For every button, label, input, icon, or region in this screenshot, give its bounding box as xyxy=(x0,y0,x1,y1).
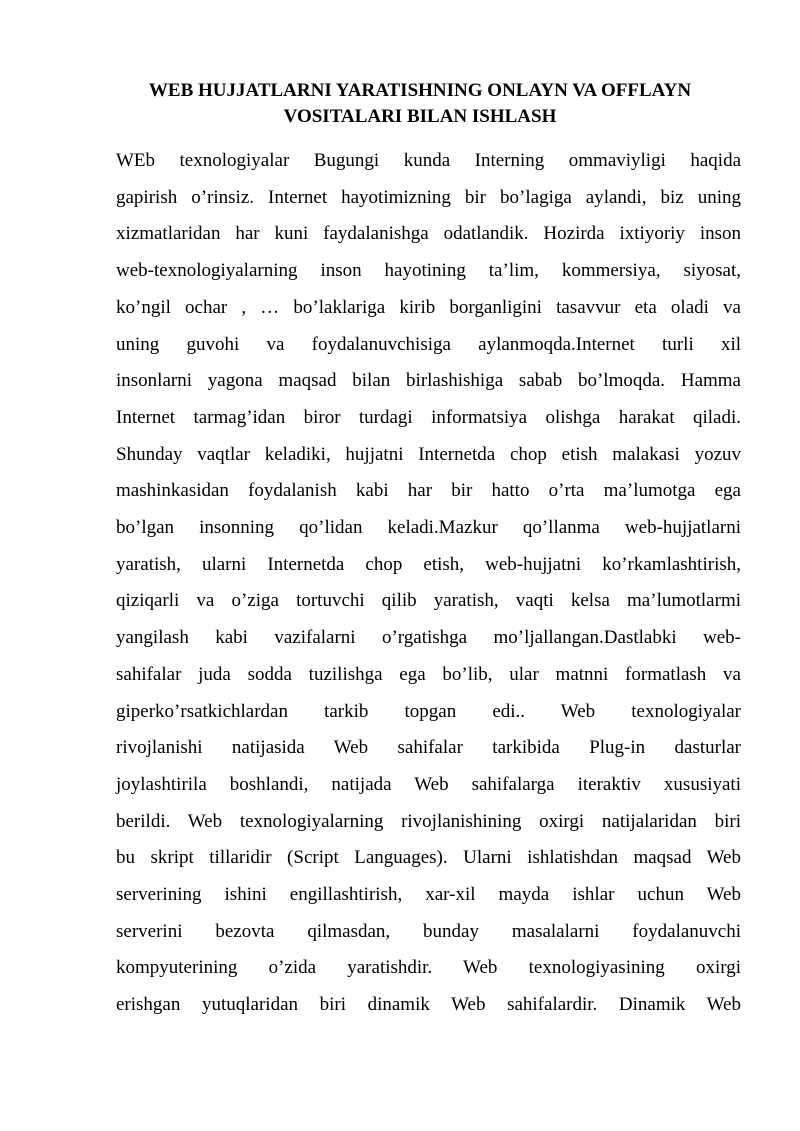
text-line: Internet tarmag’idan biror turdagi informatsiya olishga harakat qiladi. xyxy=(116,406,741,428)
text-line: Shunday vaqtlar keladiki, hujjatni Internetda chop etish malakasi yozuv xyxy=(116,443,741,465)
text-line: bo’lgan insonning qo’lidan keladi.Mazkur qo’llanma web-hujjatlarni xyxy=(116,517,741,539)
text-line: giperko’rsatkichlardan tarkib topgan edi.. Web texnologiyalar xyxy=(116,700,741,722)
text-line: qiziqarli va o’ziga tortuvchi qilib yaratish, vaqti kelsa ma’lumotlarmi xyxy=(116,590,741,612)
text-line: uning guvohi va foydalanuvchisiga aylanmoqda.Internet turli xil xyxy=(116,333,741,355)
text-line: yaratish, ularni Internetda chop etish, web-hujjatni ko’rkamlashtirish, xyxy=(116,553,741,575)
text-line: insonlarni yagona maqsad bilan birlashishiga sabab bo’lmoqda. Hamma xyxy=(116,370,741,392)
text-line: bu skript tillaridir (Script Languages). Ularni ishlatishdan maqsad Web xyxy=(116,847,741,869)
text-line: joylashtirila boshlandi, natijada Web sahifalarga iteraktiv xususiyati xyxy=(116,773,741,795)
text-line: web-texnologiyalarning inson hayotining ta’lim, kommersiya, siyosat, xyxy=(116,260,741,282)
text-line: sahifalar juda sodda tuzilishga ega bo’lib, ular matnni formatlash va xyxy=(116,663,741,685)
text-line: berildi. Web texnologiyalarning rivojlanishining oxirgi natijalaridan biri xyxy=(116,810,741,832)
text-line: erishgan yutuqlaridan biri dinamik Web sahifalardir. Dinamik Web xyxy=(116,994,741,1016)
title-line-1: WEB HUJJATLARNI YARATISHNING ONLAYN VA OFFLAYN xyxy=(148,80,692,101)
text-line: mashinkasidan foydalanish kabi har bir hatto o’rta ma’lumotga ega xyxy=(116,480,741,502)
text-line: rivojlanishi natijasida Web sahifalar tarkibida Plug-in dasturlar xyxy=(116,737,741,759)
body-paragraph xyxy=(116,143,741,1024)
text-line: serverini bezovta qilmasdan, bunday masalalarni foydalanuvchi xyxy=(116,920,741,942)
title-line-2: VOSITALARI BILAN ISHLASH xyxy=(283,106,557,127)
text-line: kompyuterining o’zida yaratishdir. Web texnologiyasining oxirgi xyxy=(116,957,741,979)
text-line: serverining ishini engillashtirish, xar-xil mayda ishlar uchun Web xyxy=(116,884,741,906)
text-line: xizmatlaridan har kuni faydalanishga odatlandik. Hozirda ixtiyoriy inson xyxy=(116,223,741,245)
text-line: gapirish o’rinsiz. Internet hayotimizning bir bo’lagiga aylandi, biz uning xyxy=(116,186,741,208)
text-line: WEb texnologiyalar Bugungi kunda Interning ommaviyligi haqida xyxy=(116,150,741,171)
text-line: ko’ngil ochar , … bo’laklariga kirib borganligini tasavvur eta oladi va xyxy=(116,296,741,318)
document-title xyxy=(100,78,740,130)
text-line: yangilash kabi vazifalarni o’rgatishga mo’ljallangan.Dastlabki web- xyxy=(116,627,741,649)
